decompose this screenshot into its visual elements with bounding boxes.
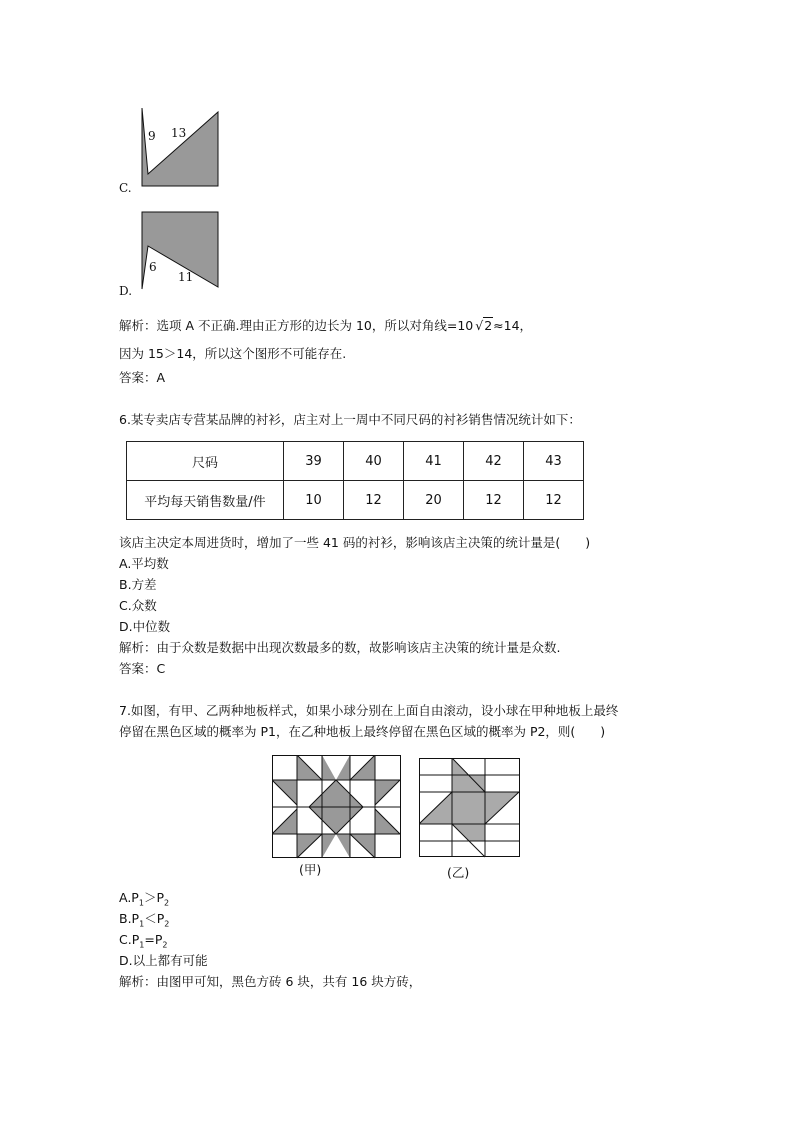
q6-analysis: 解析：由于众数是数据中出现次数最多的数，故影响该店主决策的统计量是众数. [119,640,561,655]
opt-text: ＞P [143,890,164,905]
table-header-sales: 平均每天销售数量/件 [127,481,284,520]
table-cell: 40 [344,442,404,481]
option-c-label: C. [119,181,132,195]
table-cell: 10 [284,481,344,520]
yi-dark-region [452,808,485,824]
q5-analysis-line1 [119,317,532,334]
opt-sub: 2 [162,940,168,950]
jia-dark-region [322,834,336,858]
q6-stem: 6.某专卖店专营某品牌的衬衫，店主对上一周中不同尺码的衬衫销售情况统计如下： [119,412,581,427]
q5-analysis-text: 解析：选项 A 不正确.理由正方形的边长为 10，所以对角线=10 [119,318,474,333]
figure-jia-caption: (甲) [299,862,322,877]
opt-sub: 1 [139,940,145,950]
option-d-label: D. [119,284,133,298]
opt-sub: 1 [139,919,145,929]
figure-d-label-11: 11 [178,270,194,284]
opt-text: B.P [119,911,140,926]
figure-d-label-6: 6 [149,260,157,274]
table-row [127,481,584,520]
opt-sub: 1 [138,898,144,908]
q7-option-b [119,911,169,933]
opt-text: A.P [119,890,139,905]
sqrt-radicand: 2 [484,318,493,333]
table-cell: 12 [464,481,524,520]
opt-sub: 2 [163,898,170,908]
jia-dark-region [336,755,350,780]
q5-analysis-approx: ≈14， [493,318,533,333]
figure-c-shape [142,108,218,186]
table-row [127,442,584,481]
q6-option-c: C.众数 [119,598,157,613]
jia-dark-region [322,755,336,780]
q6-option-a: A.平均数 [119,556,169,571]
figure-c-label-9: 9 [148,129,156,143]
opt-text: ＜P [144,911,165,926]
floor-figure-yi [419,758,521,858]
q5-analysis-line2: 因为 15＞14，所以这个图形不可能存在. [119,346,347,361]
q7-option-d: D.以上都有可能 [119,953,208,968]
table-header-size: 尺码 [127,442,284,481]
floor-figure-jia [272,755,402,859]
opt-text: =P [144,932,163,947]
q7-stem-line1: 7.如图，有甲、乙两种地板样式，如果小球分别在上面自由滚动，设小球在甲种地板上最终 [119,703,619,718]
table-cell: 43 [524,442,584,481]
q6-question: 该店主决定本周进货时，增加了一些 41 码的衬衫，影响该店主决策的统计量是( ) [119,535,591,550]
figure-yi-caption: (乙) [447,865,470,880]
table-cell: 42 [464,442,524,481]
yi-dark-region [452,824,485,841]
q5-answer: 答案：A [119,370,166,385]
opt-sub: 2 [164,919,170,929]
figure-c [136,106,226,192]
q7-option-a [119,890,169,912]
q6-option-d: D.中位数 [119,619,171,634]
q6-option-b: B.方差 [119,577,157,592]
sales-table [126,441,584,520]
sqrt-symbol: √2 [475,318,493,333]
q7-analysis: 解析：由图甲可知，黑色方砖 6 块，共有 16 块方砖， [119,974,422,989]
q6-answer: 答案：C [119,661,166,676]
opt-text: C.P [119,932,140,947]
jia-dark-region [336,834,350,858]
q7-option-c [119,932,167,954]
table-cell: 12 [344,481,404,520]
table-cell: 20 [404,481,464,520]
table-cell: 39 [284,442,344,481]
q7-stem-line2: 停留在黑色区域的概率为 P1，在乙种地板上最终停留在黑色区域的概率为 P2，则( ) [119,724,606,739]
table-cell: 41 [404,442,464,481]
table-cell: 12 [524,481,584,520]
figure-c-label-13: 13 [171,126,187,140]
